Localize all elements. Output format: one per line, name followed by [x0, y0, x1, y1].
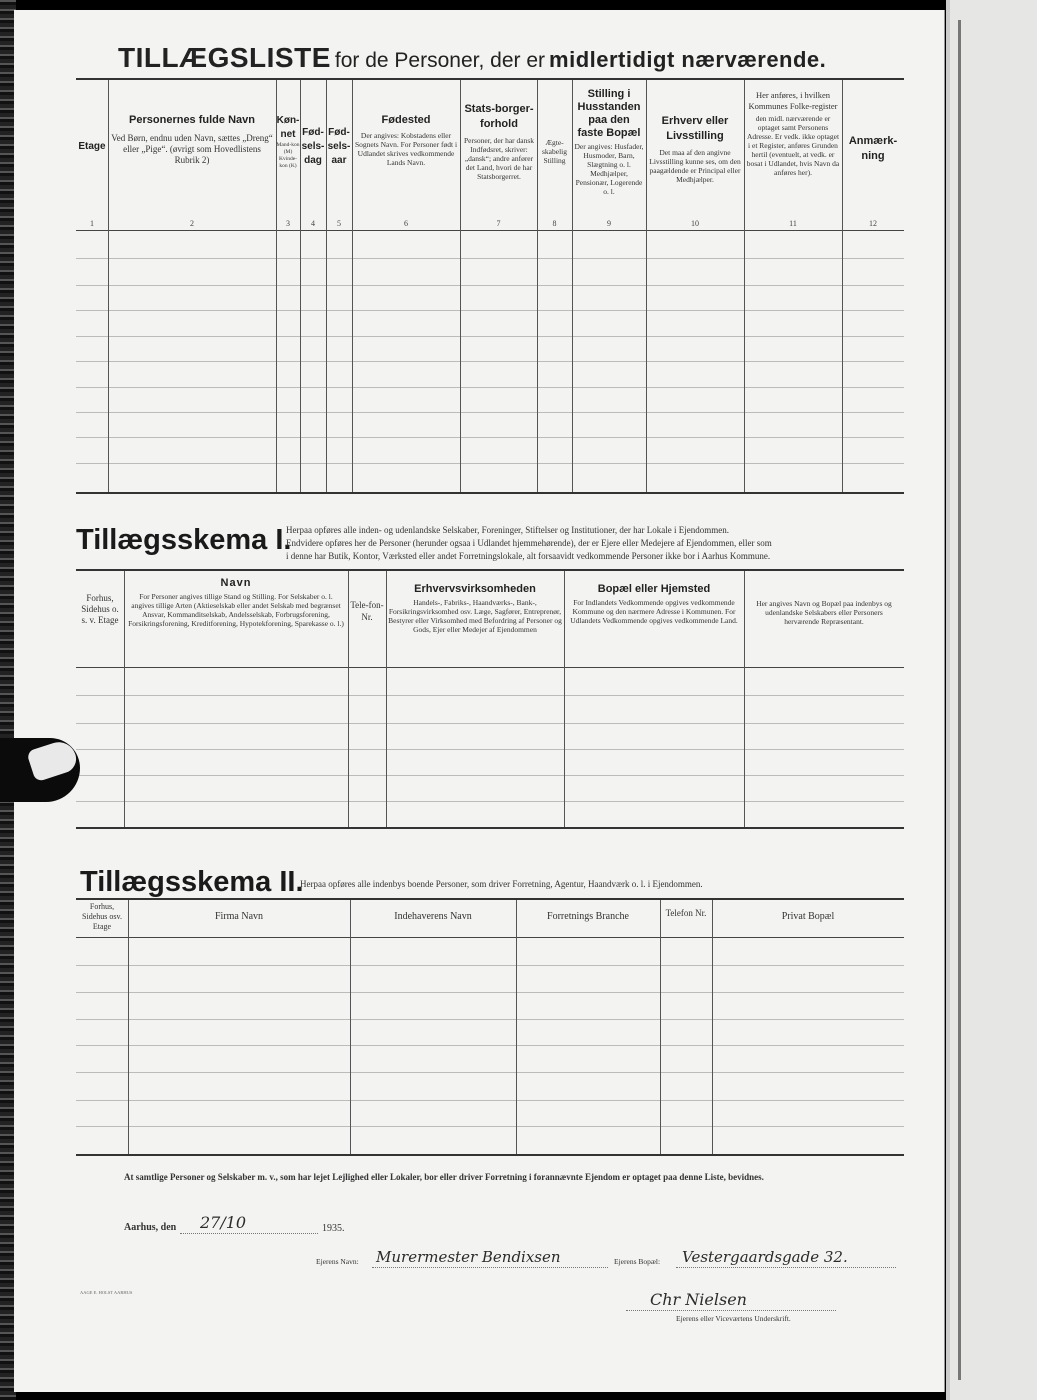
footer-year: 1935.: [322, 1223, 345, 1234]
col-num: 11: [789, 219, 797, 228]
page-title: [118, 42, 826, 74]
title-rest: for de Personer, der er: [334, 49, 546, 72]
col-erhverv: Erhverv eller Livsstilling Det maa af den angivne Livsstilling kunne ses, om den paagældende er Principal eller Medhjælper.: [649, 115, 741, 184]
owner-address-line: [676, 1267, 896, 1268]
col-num: 3: [286, 219, 290, 228]
col-foedselsaar: Fød-sels-aar: [327, 127, 351, 166]
handwritten-signature: Chr Nielsen: [650, 1290, 747, 1309]
skema2-table: [76, 898, 904, 1156]
col-navn: Personernes fulde Navn Ved Børn, endnu uden Navn, sættes „Dreng“ eller „Pige“. (øvrigt som Hovedlistens Rubrik 2): [111, 114, 273, 165]
col-koennet: Køn-net Mand-kon (M) Kvinde-kon (K): [276, 115, 300, 169]
col-statsborger: Stats-borger-forhold Personer, der har dansk Indfødsret, skriver: „dansk“; andre anfører det Land, hvori de har Statsborgerret.: [463, 103, 535, 181]
col-foedselsdag: Fød-sels-dag: [301, 127, 325, 166]
document-page: [14, 10, 945, 1392]
owner-address-label: Ejerens Bopæl:: [614, 1257, 661, 1266]
s2-col-privat-bopael: Privat Bopæl: [781, 911, 835, 922]
adjacent-page: [946, 0, 1037, 1400]
date-line: [180, 1233, 318, 1234]
col-num: 6: [404, 219, 408, 228]
s1-col-erhverv: Erhvervsvirksomheden Handels-, Fabriks-, Haandværks-, Bank-, Forsikringsvirksomhed osv. Læge, Sagfører, Entreprenør, Bestyrer eller Virksomhed med Befordring af Personer og Gods, Ejer eller Medejer af Ejendommen: [388, 583, 562, 634]
s1-col-repraesentant: Her angives Navn og Bopæl paa indenbys og udenlandske Selskabers eller Personers herværende Repræsentant.: [756, 599, 892, 626]
col-num: 9: [607, 219, 611, 228]
signature-label: Ejerens eller Viceværtens Underskrift.: [676, 1314, 791, 1323]
title-bold-2: midlertidigt nærværende.: [549, 47, 827, 72]
col-folkeregister: Her anføres, i hvilken Kommunes Folke-register den midl. nærværende er optaget samt Personens Adresse. Er vedk. ikke optaget i et Register, anføres Grunden hertil (eventuelt, at vedk. er bosat i Udlandet, hvis Navn da anføres her).: [746, 90, 840, 177]
s2-col-indehaver: Indehaverens Navn: [394, 911, 472, 922]
footer-place: Aarhus, den: [124, 1222, 177, 1233]
handwritten-date: 27/10: [200, 1213, 247, 1232]
thumb: [0, 738, 80, 802]
signature-line: [626, 1310, 836, 1311]
s2-col-branche: Forretnings Branche: [547, 911, 629, 922]
owner-name-label: Ejerens Navn:: [316, 1257, 359, 1266]
skema2-title: Tillægsskema II.: [80, 866, 304, 898]
col-num: 5: [337, 219, 341, 228]
handwritten-owner-name: Murermester Bendixsen: [376, 1248, 561, 1266]
col-foedested: Fødested Der angives: Kobstadens eller Sognets Navn. For Personer født i Udlandet skrives vedkommende Lands Navn.: [354, 114, 458, 167]
skema1-table: [76, 569, 904, 829]
col-num: 7: [496, 219, 501, 228]
col-num: 8: [552, 219, 557, 228]
col-num: 4: [311, 219, 315, 228]
title-bold: TILLÆGSLISTE: [118, 42, 331, 73]
printer-imprint: AAGE E. HOLST AARHUS: [80, 1290, 133, 1295]
col-stilling-husstand: Stilling i Husstanden paa den faste Bopæl Der angives: Husfader, Husmoder, Barn, Slægtning o. l. Medhjælper, Pensionær, Logerende o. l.: [574, 88, 644, 196]
s2-col-etage: Forhus, Sidehus osv. Etage: [82, 902, 122, 931]
col-num: 1: [90, 219, 94, 228]
skema1-title: Tillægsskema I.: [76, 524, 292, 556]
footer-statement: At samtlige Personer og Selskaber m. v., som har lejet Lejlighed eller Lokaler, bor eller driver Forretning i forannævnte Ejendom er optaget paa denne Liste, bevidnes.: [124, 1172, 764, 1182]
col-anmaerkning: Anmærk-ning: [848, 135, 898, 162]
skema1-description: Herpaa opføres alle inden- og udenlandske Selskaber, Foreninger, Stiftelser og Institutioner, der har Lokale i Ejendommen. Endvidere opføres her de Personer (herunder ogsaa i Udlandet hjemmehørende), der er Ejere eller Medejere af Ejendommen, eller som i denne har Butik, Kontor, Værksted eller andet Forretningslokale, alt forsaavidt vedkommende Personer ikke bor i Aarhus Kommune.: [286, 525, 772, 561]
col-num: 10: [691, 219, 699, 228]
s1-col-telefon: Tele-fon-Nr.: [350, 600, 384, 622]
s1-col-bopael: Bopæl eller Hjemsted For Indlandets Vedkommende opgives vedkommende Kommune og den nærmere Adresse i Kommunen. For Udlandets Vedkommende opgives vedkommende Land.: [570, 583, 738, 625]
s1-col-navn: Navn For Personer angives tillige Stand og Stilling. For Selskaber o. l. angives tillige Arten (Aktieselskab eller andet Selskab med begrænset Ansvar, Kommanditselskab, Andelsselskab, Forbrugsforening, Forsikringsforening, Kreditforening, Hypotekforening, Sparekasse o. l.): [128, 577, 344, 628]
s2-col-firma: Firma Navn: [214, 911, 264, 922]
s2-col-telefon: Telefon Nr.: [665, 908, 707, 918]
col-num: 2: [190, 219, 194, 228]
tillaegsliste-table: [76, 78, 904, 494]
handwritten-owner-address: Vestergaardsgade 32.: [682, 1248, 848, 1266]
s1-col-etage: Forhus, Sidehus o. s. v. Etage: [81, 593, 119, 625]
col-aegteskab: Ægte-skabelig Stilling: [542, 138, 567, 165]
col-num: 12: [869, 219, 877, 228]
col-etage: Etage: [78, 141, 106, 152]
skema2-description: Herpaa opføres alle indenbys boende Personer, som driver Forretning, Agentur, Haandværk o. l. i Ejendommen.: [300, 879, 703, 889]
owner-name-line: [372, 1267, 608, 1268]
